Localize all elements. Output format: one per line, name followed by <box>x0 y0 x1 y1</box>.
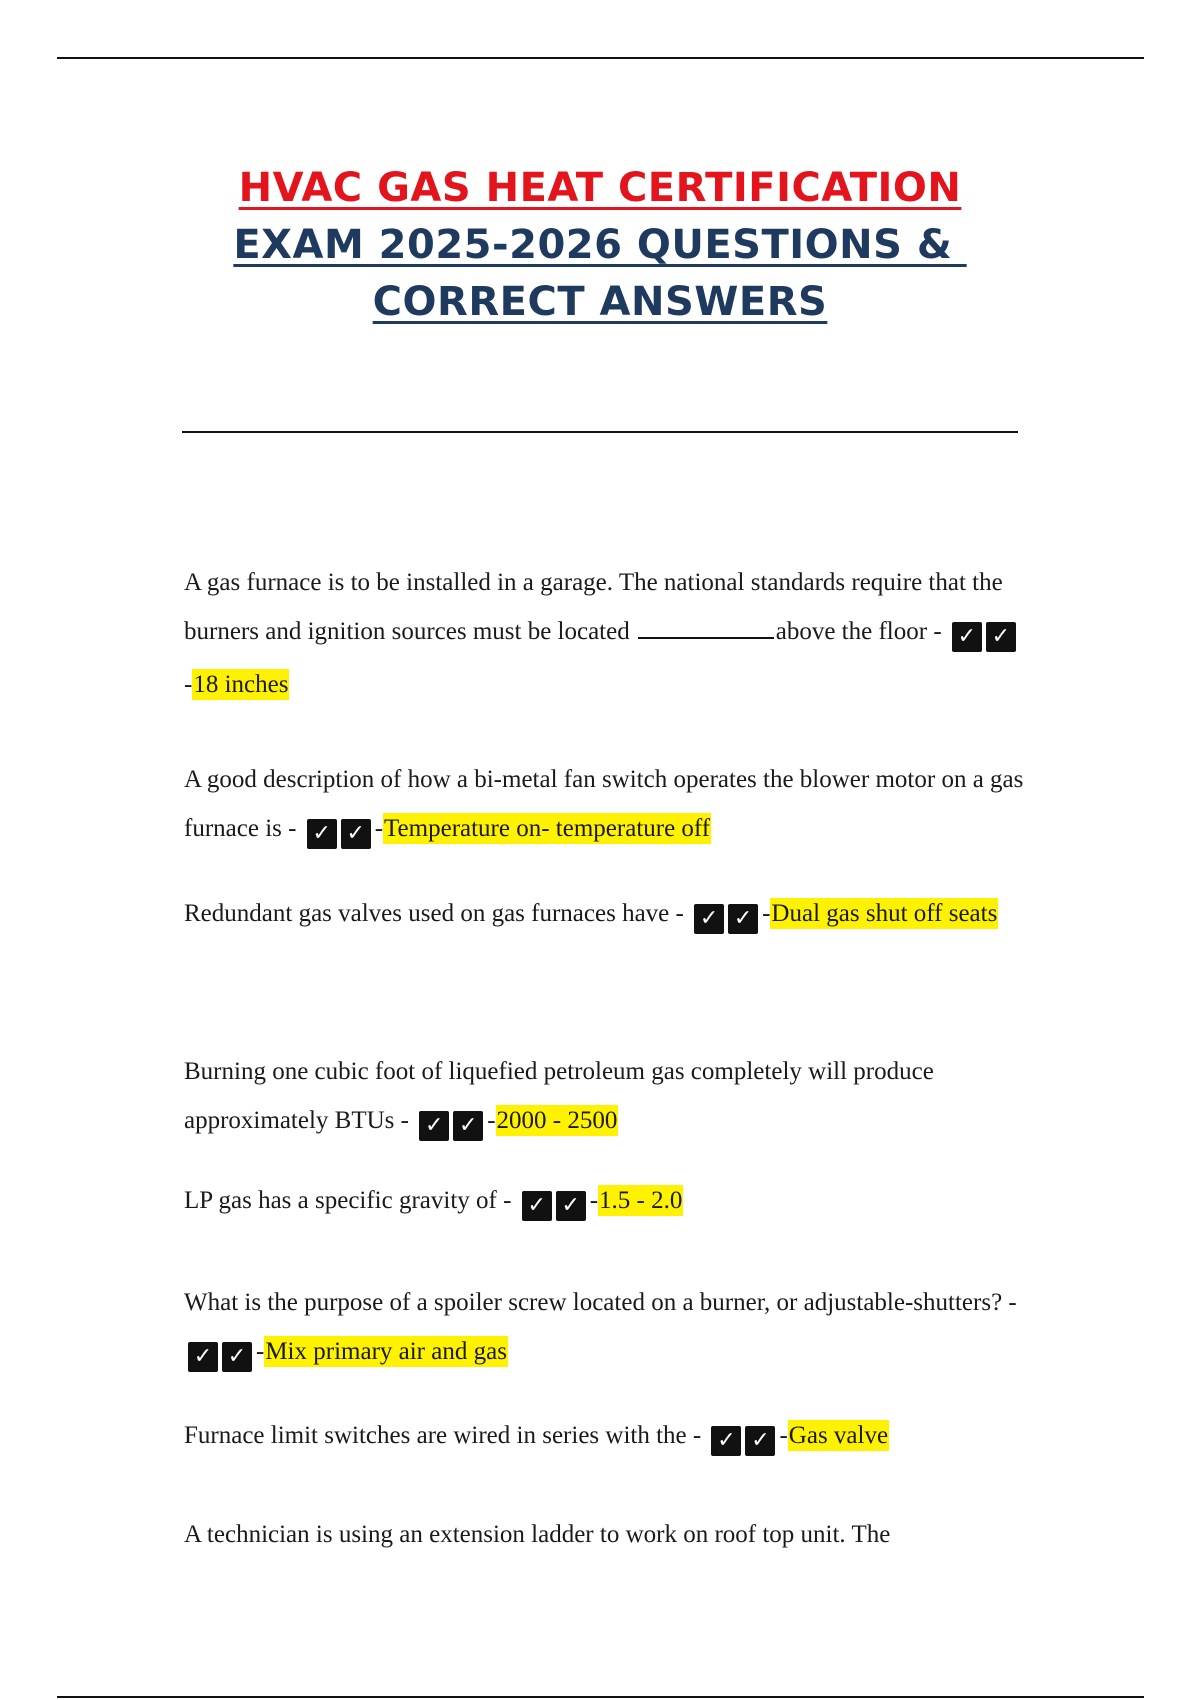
check-icons <box>520 1180 588 1229</box>
question-item: Furnace limit switches are wired in series with the - ✓ ✓ -Gas valve <box>184 1411 1024 1464</box>
checkmark-icon: ✓ <box>694 904 724 934</box>
document-title <box>0 160 1200 331</box>
checkmark-icon: ✓ <box>952 622 982 652</box>
checkmark-icon: ✓ <box>419 1111 449 1141</box>
answer-blank <box>638 615 774 639</box>
checkmark-icon: ✓ <box>522 1191 552 1221</box>
question-text: Furnace limit switches are wired in series with the - <box>184 1422 708 1449</box>
check-icons <box>186 1331 254 1380</box>
answer-highlight: 1.5 - 2.0 <box>599 1187 683 1214</box>
question-item: A gas furnace is to be installed in a garage. The national standards require that the burners and ignition sources must be located above the floor - ✓ ✓-18 inches <box>184 558 1024 709</box>
answer-highlight: Gas valve <box>788 1422 889 1449</box>
checkmark-icon: ✓ <box>711 1426 741 1456</box>
title-line-2: EXAM 2025-2026 QUESTIONS & <box>233 222 967 268</box>
checkmark-icon: ✓ <box>745 1426 775 1456</box>
checkmark-icon: ✓ <box>728 904 758 934</box>
checkmark-icon: ✓ <box>222 1342 252 1372</box>
title-line-1: HVAC GAS HEAT CERTIFICATION <box>238 165 962 211</box>
check-icons <box>709 1415 777 1464</box>
title-line-3: CORRECT ANSWERS <box>372 279 828 325</box>
question-text: above the floor - <box>775 618 948 645</box>
question-text: A technician is using an extension ladder to work on roof top unit. The <box>184 1521 891 1548</box>
checkmark-icon: ✓ <box>986 622 1016 652</box>
question-item: What is the purpose of a spoiler screw located on a burner, or adjustable-shutters? - ✓ ✓ -Mix primary air and gas <box>184 1278 1024 1380</box>
answer-highlight: 18 inches <box>193 671 289 698</box>
question-item: Redundant gas valves used on gas furnaces have - ✓ ✓ -Dual gas shut off seats <box>184 889 1024 942</box>
answer-highlight: Dual gas shut off seats <box>771 900 998 927</box>
question-text: LP gas has a specific gravity of - <box>184 1187 518 1214</box>
check-icons <box>692 893 760 942</box>
question-item: LP gas has a specific gravity of - ✓ ✓ -1.5 - 2.0 <box>184 1176 1024 1229</box>
top-rule <box>57 57 1144 59</box>
check-icons <box>950 611 1018 660</box>
checkmark-icon: ✓ <box>188 1342 218 1372</box>
answer-highlight: Mix primary air and gas <box>265 1338 507 1365</box>
section-divider <box>182 431 1018 433</box>
checkmark-icon: ✓ <box>307 819 337 849</box>
question-text: What is the purpose of a spoiler screw located on a burner, or adjustable-shutters? - <box>184 1289 1017 1316</box>
question-item: Burning one cubic foot of liquefied petroleum gas completely will produce approximately BTUs - ✓ ✓ -2000 - 2500 <box>184 1047 1024 1149</box>
question-text: Burning one cubic foot of liquefied petroleum gas completely will produce approximately BTUs - <box>184 1058 934 1134</box>
check-icons <box>417 1100 485 1149</box>
question-item: A good description of how a bi-metal fan switch operates the blower motor on a gas furnace is - ✓ ✓ -Temperature on- temperature off <box>184 755 1024 857</box>
checkmark-icon: ✓ <box>341 819 371 849</box>
question-text: A good description of how a bi-metal fan switch operates the blower motor on a gas furnace is - <box>184 766 1024 842</box>
question-item <box>184 1510 1024 1559</box>
checkmark-icon: ✓ <box>453 1111 483 1141</box>
check-icons <box>305 808 373 857</box>
answer-highlight: 2000 - 2500 <box>496 1107 618 1134</box>
answer-highlight: Temperature on- temperature off <box>384 815 711 842</box>
question-text: A gas furnace is to be installed in a garage. The national standards require that the burners and ignition sources must be located <box>184 569 1003 645</box>
question-text: Redundant gas valves used on gas furnaces have - <box>184 900 691 927</box>
bottom-rule <box>57 1696 1144 1698</box>
checkmark-icon: ✓ <box>556 1191 586 1221</box>
